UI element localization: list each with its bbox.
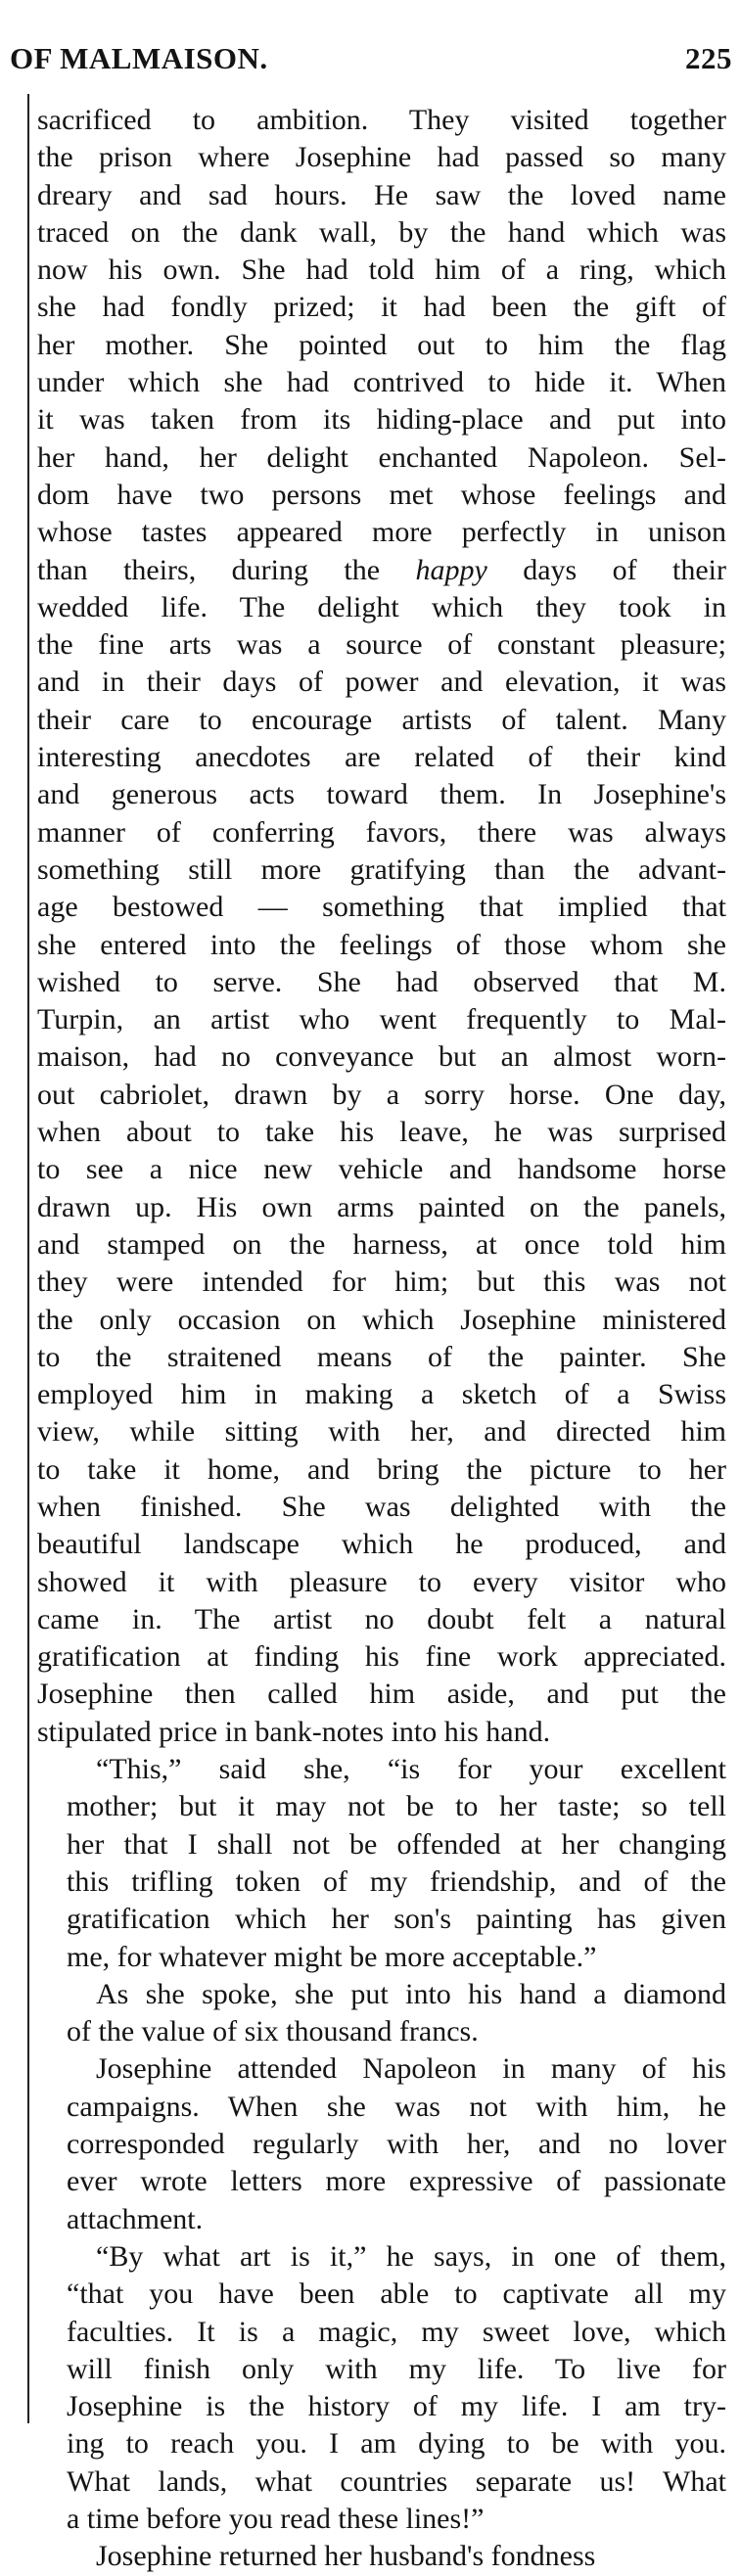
text-line: and in their days of power and elevation, it was xyxy=(37,666,726,699)
text-line: came in. The artist no doubt felt a natural xyxy=(37,1602,726,1635)
text-line: sacrificed to ambition. They visited together xyxy=(37,104,726,136)
text-line: to see a nice new vehicle and handsome horse xyxy=(37,1153,726,1186)
text-line: mother; but it may not be to her taste; so tell xyxy=(67,1790,726,1823)
text-line: whose tastes appeared more perfectly in unison xyxy=(37,516,726,549)
text-line: corresponded regularly with her, and no lover xyxy=(67,2128,726,2161)
text-line: Josephine then called him aside, and put the xyxy=(37,1678,726,1711)
text-line: campaigns. When she was not with him, he xyxy=(67,2090,726,2123)
page-header xyxy=(10,41,732,80)
text-line: they were intended for him; but this was not xyxy=(37,1265,726,1299)
text-line: to the straitened means of the painter. She xyxy=(37,1340,726,1373)
text-line: attachment. xyxy=(67,2202,204,2235)
text-line: As she spoke, she put into his hand a diamond xyxy=(96,1977,726,2010)
text-line: interesting anecdotes are related of their kind xyxy=(37,741,726,774)
text-line: when about to take his leave, he was surprised xyxy=(37,1116,726,1149)
text-line: traced on the dank wall, by the hand which was xyxy=(37,215,726,249)
text-line: stipulated price in bank-notes into his hand. xyxy=(37,1715,551,1748)
text-line: What lands, what countries separate us! What xyxy=(67,2464,726,2498)
text-line: gratification at finding his fine work appreciated. xyxy=(37,1640,726,1674)
text-line: a time before you read these lines!” xyxy=(67,2503,485,2535)
paragraph xyxy=(37,2238,726,2538)
text-line: when finished. She was delighted with the xyxy=(37,1490,726,1523)
text-line: and stamped on the harness, at once told him xyxy=(37,1227,726,1261)
text-line: maison, had no conveyance but an almost worn- xyxy=(37,1040,726,1074)
text-line: beautiful landscape which he produced, and xyxy=(37,1528,726,1561)
text-line: dom have two persons met whose feelings and xyxy=(37,478,726,511)
text-line: the fine arts was a source of constant pleasure; xyxy=(37,628,726,662)
text-line: Josephine is the history of my life. I am try- xyxy=(67,2390,726,2423)
text-line: Josephine attended Napoleon in many of his xyxy=(96,2052,726,2086)
text-line: to take it home, and bring the picture to her xyxy=(37,1452,726,1486)
text-line: out cabriolet, drawn by a sorry horse. One day, xyxy=(37,1078,726,1111)
text-line: her that I shall not be offended at her changing xyxy=(67,1827,726,1861)
text-line: this trifling token of my friendship, and of the xyxy=(67,1864,726,1898)
paragraph xyxy=(37,1751,726,1976)
text-line: it was taken from its hiding-place and put into xyxy=(37,403,726,437)
text-line: me, for whatever might be more acceptable.” xyxy=(67,1940,597,1973)
text-line: wedded life. The delight which they took in xyxy=(37,590,726,623)
text-line: and generous acts toward them. In Josephine's xyxy=(37,778,726,811)
text-line: under which she had contrived to hide it. When xyxy=(37,366,726,399)
text-line: “This,” said she, “is for your excellent xyxy=(96,1753,726,1786)
text-line: “that you have been able to captivate all my xyxy=(67,2277,726,2311)
text-line: manner of conferring favors, there was always xyxy=(37,815,726,849)
margin-rule xyxy=(27,94,29,2423)
text-line: will finish only with my life. To live for xyxy=(67,2352,726,2385)
text-line: her hand, her delight enchanted Napoleon. Sel- xyxy=(37,440,726,474)
text-line: wished to serve. She had observed that M. xyxy=(37,965,726,998)
running-title: OF MALMAISON. xyxy=(10,41,268,75)
text-line: ing to reach you. I am dying to be with you. xyxy=(67,2427,726,2461)
paragraph xyxy=(37,2050,726,2237)
text-line: age bestowed — something that implied that xyxy=(37,891,726,924)
text-line: ever wrote letters more expressive of passionate xyxy=(67,2165,726,2198)
paragraph xyxy=(37,2538,726,2575)
text-line: she had fondly prized; it had been the gift of xyxy=(37,291,726,324)
text-line: faculties. It is a magic, my sweet love, which xyxy=(67,2315,726,2348)
text-line: something still more gratifying than the advant- xyxy=(37,852,726,886)
page-number: 225 xyxy=(685,41,732,75)
text-line: the only occasion on which Josephine ministered xyxy=(37,1303,726,1336)
text-line: Turpin, an artist who went frequently to Mal- xyxy=(37,1003,726,1036)
text-line: employed him in making a sketch of a Swiss xyxy=(37,1378,726,1411)
text-line: gratification which her son's painting has given xyxy=(67,1903,726,1936)
text-line: drawn up. His own arms painted on the panels, xyxy=(37,1190,726,1223)
text-line: of the value of six thousand francs. xyxy=(67,2015,479,2048)
text-line: view, while sitting with her, and directed him xyxy=(37,1415,726,1449)
text-line: dreary and sad hours. He saw the loved name xyxy=(37,178,726,211)
text-line: now his own. She had told him of a ring, which xyxy=(37,253,726,287)
text-line: showed it with pleasure to every visitor who xyxy=(37,1565,726,1598)
text-line: Josephine returned her husband's fondness xyxy=(96,2540,596,2573)
text-line: the prison where Josephine had passed so many xyxy=(37,141,726,174)
text-line: than theirs, during the happy days of their xyxy=(37,553,726,586)
paragraph xyxy=(37,102,726,1751)
body-text xyxy=(37,102,726,2576)
text-line: she entered into the feelings of those whom she xyxy=(37,928,726,961)
paragraph xyxy=(37,1976,726,2051)
text-line: her mother. She pointed out to him the flag xyxy=(37,328,726,361)
text-line: “By what art is it,” he says, in one of them, xyxy=(96,2239,726,2273)
text-line: their care to encourage artists of talent. Many xyxy=(37,703,726,736)
